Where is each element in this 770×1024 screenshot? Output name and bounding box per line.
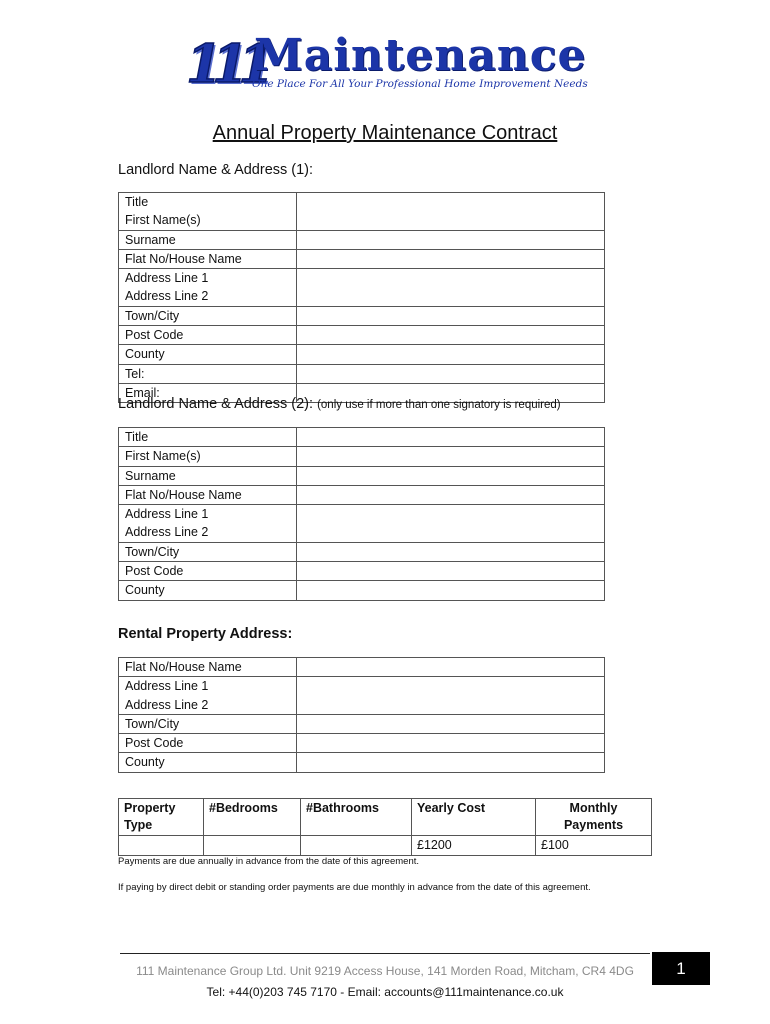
field-label-town: Town/City	[125, 716, 180, 731]
field-label-address2: Address Line 2	[125, 525, 209, 540]
table-row	[119, 269, 605, 307]
field-label-house: Flat No/House Name	[125, 251, 242, 266]
landlord2-heading-text: Landlord Name & Address (2):	[118, 396, 314, 412]
table-row	[119, 364, 605, 383]
rental-heading: Rental Property Address:	[118, 626, 293, 642]
table-row	[119, 466, 605, 485]
field-label-house: Flat No/House Name	[125, 660, 242, 674]
table-row	[119, 753, 605, 772]
header-monthly-payments: Monthly Payments	[536, 799, 652, 836]
cell-monthly-payments: £100	[536, 836, 652, 856]
table-row	[119, 447, 605, 466]
field-input-town[interactable]	[297, 714, 605, 733]
table-row	[119, 345, 605, 364]
field-label-first-names: First Name(s)	[125, 213, 201, 228]
field-label	[119, 326, 297, 345]
field-label-address1: Address Line 1	[125, 679, 209, 694]
field-input-postcode[interactable]	[297, 326, 605, 345]
company-logo	[186, 30, 588, 95]
field-label-surname: Surname	[125, 468, 176, 483]
field-input-town[interactable]	[297, 306, 605, 325]
logo-number: 111	[186, 34, 265, 95]
landlord2-heading-note: (only use if more than one signatory is required)	[317, 399, 561, 411]
cell-yearly-cost: £1200	[412, 836, 536, 856]
field-input-postcode[interactable]	[297, 734, 605, 753]
field-label	[119, 542, 297, 561]
page-number: 1	[652, 952, 710, 985]
table-row	[119, 249, 605, 268]
header-yearly-cost: Yearly Cost	[412, 799, 536, 836]
field-label	[119, 447, 297, 466]
field-input-surname[interactable]	[297, 230, 605, 249]
landlord1-heading	[118, 162, 313, 178]
table-row	[119, 658, 605, 677]
field-label-county: County	[125, 755, 165, 770]
field-input-town[interactable]	[297, 542, 605, 561]
field-input-county[interactable]	[297, 753, 605, 772]
rental-table	[118, 657, 605, 773]
field-label	[119, 714, 297, 733]
field-input-title[interactable]	[297, 428, 605, 447]
field-label-tel: Tel:	[125, 366, 145, 381]
table-row	[119, 714, 605, 733]
field-input-house[interactable]	[297, 658, 605, 677]
table-row	[119, 542, 605, 561]
field-label-town: Town/City	[125, 308, 180, 323]
field-input-surname[interactable]	[297, 466, 605, 485]
field-label	[119, 230, 297, 249]
field-label	[119, 562, 297, 581]
field-label	[119, 249, 297, 268]
footer-contact: Tel: +44(0)203 745 7170 - Email: accounts@111maintenance.co.uk	[206, 985, 564, 999]
field-label	[119, 306, 297, 325]
note-annual: Payments are due annually in advance from the date of this agreement.	[118, 856, 420, 867]
field-label	[119, 485, 297, 504]
table-row	[119, 230, 605, 249]
field-label-address2: Address Line 2	[125, 289, 209, 304]
field-label-county: County	[125, 347, 165, 362]
table-row	[119, 581, 605, 600]
field-label-town: Town/City	[125, 544, 180, 559]
table-row	[119, 326, 605, 345]
footer-divider	[120, 953, 650, 954]
field-label-title: Title	[125, 430, 149, 444]
field-label	[119, 193, 297, 231]
field-input-first-names[interactable]	[297, 447, 605, 466]
header-bedrooms: #Bedrooms	[204, 799, 301, 836]
field-label-address2: Address Line 2	[125, 697, 209, 712]
field-label-title: Title	[125, 195, 149, 209]
table-row	[119, 734, 605, 753]
field-input-county[interactable]	[297, 581, 605, 600]
field-input-address[interactable]	[297, 269, 605, 307]
table-header-row	[119, 799, 652, 836]
logo-wordmark: Maintenance	[254, 30, 587, 81]
field-label	[119, 753, 297, 772]
field-label	[119, 345, 297, 364]
property-table	[118, 798, 652, 856]
field-label-email: Email:	[125, 385, 160, 400]
table-row	[119, 485, 605, 504]
field-input-title[interactable]	[297, 193, 605, 231]
landlord2-table	[118, 427, 605, 601]
field-label-postcode: Post Code	[125, 328, 184, 343]
field-label-house: Flat No/House Name	[125, 487, 242, 502]
field-label-surname: Surname	[125, 232, 176, 247]
field-label-address1: Address Line 1	[125, 507, 209, 522]
field-label-postcode: Post Code	[125, 564, 184, 579]
field-input-address[interactable]	[297, 505, 605, 543]
table-row	[119, 677, 605, 715]
landlord2-heading	[118, 396, 561, 412]
field-label	[119, 734, 297, 753]
field-label-address1: Address Line 1	[125, 271, 209, 286]
table-row	[119, 193, 605, 231]
note-monthly: If paying by direct debit or standing order payments are due monthly in advance from the date of this agreement.	[118, 882, 591, 893]
footer-address: 111 Maintenance Group Ltd. Unit 9219 Access House, 141 Morden Road, Mitcham, CR4 4DG	[136, 964, 634, 978]
table-row	[119, 562, 605, 581]
landlord1-table	[118, 192, 605, 403]
page-title: Annual Property Maintenance Contract	[212, 122, 558, 144]
field-input-county[interactable]	[297, 345, 605, 364]
header-property-type: Property Type	[119, 799, 204, 836]
field-label	[119, 581, 297, 600]
field-input-tel[interactable]	[297, 364, 605, 383]
field-label	[119, 677, 297, 715]
field-input-postcode[interactable]	[297, 562, 605, 581]
field-label-first-names: First Name(s)	[125, 449, 201, 464]
field-label	[119, 658, 297, 677]
field-label	[119, 466, 297, 485]
field-label-postcode: Post Code	[125, 736, 184, 751]
field-label	[119, 269, 297, 307]
field-input-house[interactable]	[297, 249, 605, 268]
field-input-address[interactable]	[297, 677, 605, 715]
field-label-county: County	[125, 583, 165, 598]
field-label	[119, 364, 297, 383]
field-label	[119, 505, 297, 543]
table-row	[119, 428, 605, 447]
field-input-house[interactable]	[297, 485, 605, 504]
landlord1-heading-text: Landlord Name & Address (1):	[118, 162, 314, 178]
table-row	[119, 505, 605, 543]
field-label	[119, 428, 297, 447]
header-bathrooms: #Bathrooms	[301, 799, 412, 836]
table-row	[119, 306, 605, 325]
logo-tagline: One Place For All Your Professional Home Improvement Needs	[252, 78, 588, 90]
